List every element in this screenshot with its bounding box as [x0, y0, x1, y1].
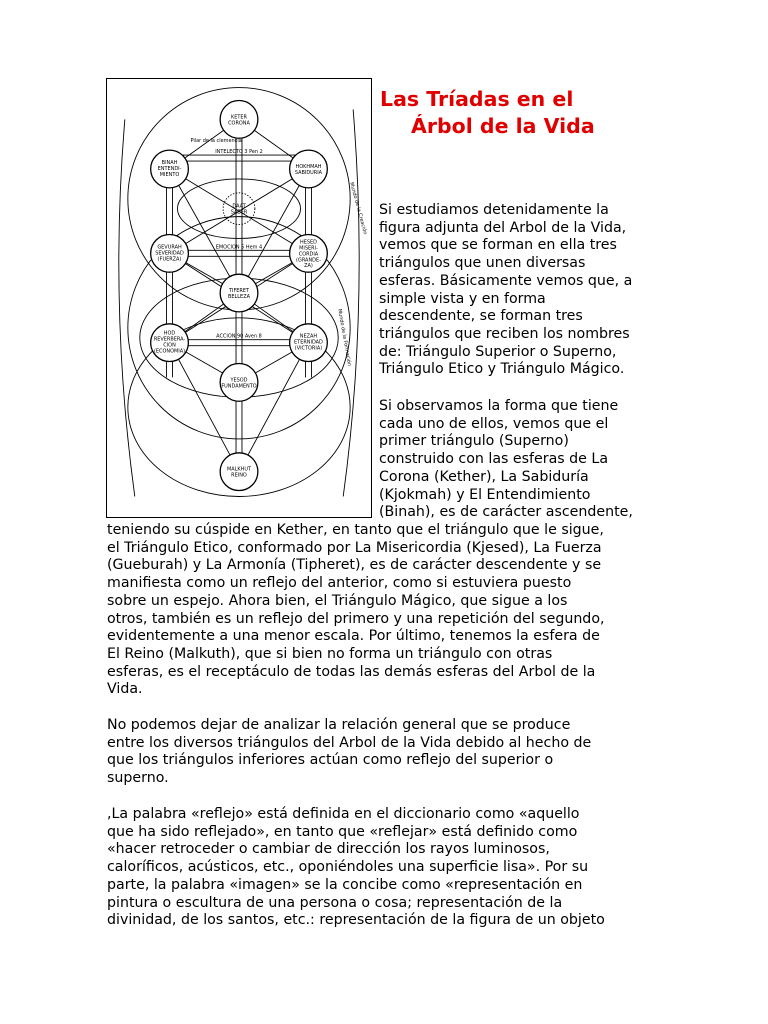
- tiferet-label-1: TIFERET: [228, 288, 250, 295]
- paragraph-3: [107, 717, 663, 788]
- hesed-label-1: HESED: [299, 239, 317, 246]
- text-line: caloríficos, acústicos, etc., oponiéndoles una superficie lisa». Por su: [107, 859, 589, 876]
- daat-label-2: SABER: [230, 209, 248, 216]
- band-emocion: EMOCION 5 Hem 4: [215, 244, 263, 251]
- hod-label-2: REVERBERA-: [153, 336, 186, 343]
- hesed-label-4: (GRANDE-: [296, 257, 321, 264]
- pillar-label: Pilar de la clemencia: [190, 138, 242, 145]
- nezah-label-3: (VICTORIA): [294, 345, 323, 352]
- text-line: manifiesta como un reflejo del anterior, como si estuviera puesto: [107, 575, 572, 592]
- text-line: otros, también es un reflejo del primero y una repetición del segundo,: [107, 610, 605, 627]
- text-line: primer triángulo (Superno): [379, 433, 569, 450]
- hokhmah-label-2: SABIDURIA: [294, 169, 323, 176]
- text-line: Si observamos la forma que tiene: [379, 398, 619, 414]
- keter-label-1: KETER: [231, 114, 247, 121]
- text-line: triángulos que reciben los nombres: [379, 325, 630, 342]
- gevurah-label-1: GEVURAH: [157, 244, 182, 251]
- text-line: evidentemente a una menor escala. Por último, tenemos la esfera de: [107, 628, 600, 645]
- text-line: esferas, es el receptáculo de todas las demás esferas del Arbol de la: [107, 663, 596, 680]
- text-line: descendente, se forman tres: [379, 308, 583, 325]
- text-line: No podemos dejar de analizar la relación general que se produce: [107, 717, 571, 733]
- text-line: pintura o escultura de una persona o cosa; representación de la: [107, 894, 563, 911]
- hod-label-3: CION: [163, 342, 176, 349]
- text-line: vemos que se forman en ella tres: [379, 237, 617, 254]
- title-line-2: Árbol de la Vida: [411, 114, 595, 138]
- binah-label-3: MIENTO: [159, 171, 180, 178]
- nezah-label-2: ETERNIDAD: [294, 339, 323, 346]
- page-title: [380, 86, 595, 140]
- right-arc-label-2: Mundo de la Formación: [336, 308, 353, 367]
- hesed-label-3: CORDIA: [298, 251, 319, 258]
- paragraph-4: [107, 806, 663, 930]
- gevurah-label-3: (FUERZA): [157, 256, 182, 263]
- text-line: divinidad, de los santos, etc.: representación de la figura de un objeto: [107, 912, 605, 929]
- text-line: Vida.: [107, 681, 143, 698]
- text-line: Corona (Kether), La Sabiduría: [379, 468, 589, 485]
- text-line: El Reino (Malkuth), que si bien no forma un triángulo con otras: [107, 645, 553, 662]
- title-line-1: Las Tríadas en el: [380, 87, 574, 111]
- text-line: (Gueburah) y La Armonía (Tipheret), es de carácter descendente y se: [107, 557, 602, 574]
- text-line: el Triángulo Etico, conformado por La Misericordia (Kjesed), La Fuerza: [107, 539, 602, 556]
- paragraph-2-start: [379, 398, 661, 522]
- tiferet-label-2: BELLEZA: [228, 294, 250, 300]
- hokhmah-label-1: HOKHMAH: [295, 163, 322, 170]
- text-line: de: Triángulo Superior o Superno,: [379, 343, 617, 360]
- text-line: teniendo su cúspide en Kether, en tanto que el triángulo que le sigue,: [107, 522, 604, 538]
- nezah-label-1: NEZAH: [299, 333, 318, 340]
- daat-label-1: DAAT: [232, 203, 246, 210]
- hesed-label-5: ZA): [304, 263, 313, 270]
- keter-label-2: CORONA: [228, 120, 250, 127]
- hod-label-1: HOD: [163, 330, 176, 337]
- text-line: cada uno de ellos, vemos que el: [379, 415, 609, 432]
- yesod-label-1: YESOD: [230, 377, 248, 384]
- text-line: figura adjunta del Arbol de la Vida,: [379, 219, 627, 236]
- text-line: construido con las esferas de La: [379, 451, 609, 468]
- binah-label-2: ENTENDI-: [157, 165, 182, 172]
- paragraph-2-continued: [107, 522, 663, 699]
- yesod-label-2: FUNDAMENTO: [221, 383, 257, 390]
- text-line: esferas. Básicamente vemos que, a: [379, 272, 633, 289]
- text-line: (Binah), es de carácter ascendente,: [379, 504, 633, 521]
- text-line: triángulos que unen diversas: [379, 255, 586, 272]
- text-line: sobre un espejo. Ahora bien, el Triángulo Mágico, que sigue a los: [107, 592, 568, 609]
- text-line: «hacer retroceder o cambiar de dirección los rayos luminosos,: [107, 841, 550, 858]
- tree-of-life-diagram: [107, 79, 371, 517]
- text-line: que los triángulos inferiores actúan como reflejo del superior o: [107, 752, 554, 769]
- hesed-label-2: MISERI-: [299, 245, 318, 252]
- text-line: simple vista y en forma: [379, 290, 546, 307]
- text-line: (Kjokmah) y El Entendimiento: [379, 486, 591, 503]
- paragraph-1: [379, 202, 661, 379]
- text-line: que ha sido reflejado», en tanto que «reflejar» está definido como: [107, 823, 578, 840]
- tree-of-life-figure: [106, 78, 372, 518]
- malkhut-label-1: MALKHUT: [226, 466, 252, 473]
- text-line: Triángulo Etico y Triángulo Mágico.: [379, 361, 625, 378]
- text-line: entre los diversos triángulos del Arbol de la Vida debido al hecho de: [107, 734, 592, 751]
- text-line: ,La palabra «reflejo» está definida en el diccionario como «aquello: [107, 806, 580, 822]
- text-line: superno.: [107, 770, 169, 787]
- text-line: Si estudiamos detenidamente la: [379, 202, 609, 218]
- gevurah-label-2: SEVERIDAD: [155, 250, 184, 257]
- binah-label-1: BINAH: [161, 160, 178, 167]
- band-intelecto: INTELECTO 3 Pen 2: [215, 149, 263, 156]
- hod-label-4: (ECONOMIA): [153, 348, 186, 355]
- band-accion: ACCION 90 Aven 8: [216, 333, 262, 340]
- malkhut-label-2: REINO: [231, 472, 247, 479]
- right-arc-label-1: Mundo de la Creación: [348, 181, 368, 236]
- text-line: parte, la palabra «imagen» se la concibe como «representación en: [107, 876, 583, 893]
